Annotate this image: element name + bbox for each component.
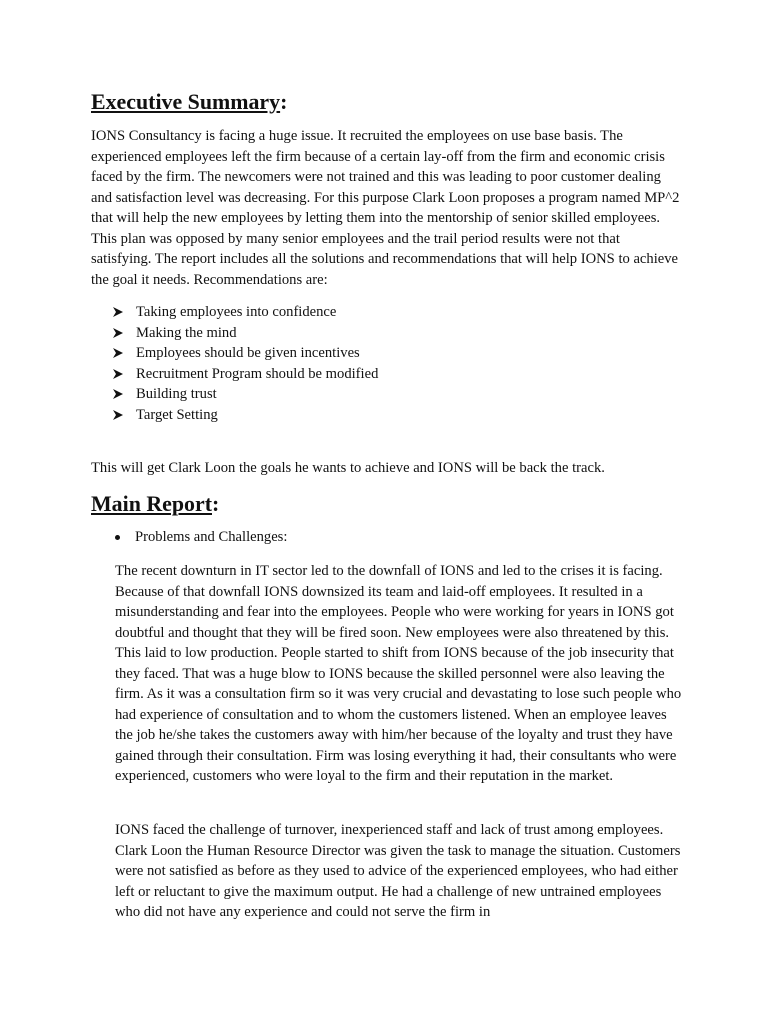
arrow-bullet-icon (112, 409, 124, 421)
main-report-paragraph-1: The recent downturn in IT sector led to the downfall of IONS and led to the crises it is facing. Because of that downfall IONS downsized its team and laid-off employees. It resulted in a misunderstanding and fear into the employees. People who were working for years in IONS got doubtful and thought that they will be fired soon. New employees were also threatened by this. This laid to low production. People started to shift from IONS because of the job insecurity that they faced. That was a huge blow to IONS because the skilled personnel were also leaving the firm. As it was a consultation firm so it was very crucial and devastating to lose such people who had experience of consultation and to whom the customers listened. When an employee leaves the job he/she takes the customers away with him/her because of the loyalty and trust they have gained through their consultation. Firm was losing everything it had, their consultants who were experienced, customers who were loyal to the firm and their reputation in the market. (115, 563, 682, 784)
executive-summary-heading (91, 89, 288, 114)
executive-summary-intro: IONS Consultancy is facing a huge issue. It recruited the employees on use base basis. The experienced employees left the firm because of a certain lay-off from the firm and economic crisis faced by the firm. The newcomers were not trained and this was leading to poor customer dealing and satisfaction level was decreasing. For this purpose Clark Loon proposes a program named MP^2 that will help the new employees by letting them into the mentorship of senior skilled employees. This plan was opposed by many senior employees and the trail period results were not that satisfying. The report includes all the solutions and recommendations that will help IONS to achieve the goal it needs. Recommendations are: (91, 128, 680, 288)
bullet-dot-icon (115, 535, 120, 540)
recommendation-item (112, 384, 378, 405)
recommendation-item (112, 323, 378, 344)
arrow-bullet-icon (112, 368, 124, 380)
recommendations-list (112, 302, 378, 425)
executive-summary-heading-colon: : (280, 89, 288, 114)
arrow-bullet-icon (112, 347, 124, 359)
arrow-bullet-icon (112, 327, 124, 339)
recommendation-text: Employees should be given incentives (136, 345, 360, 361)
recommendation-text: Recruitment Program should be modified (136, 365, 379, 382)
arrow-bullet-icon (112, 306, 124, 318)
recommendation-text: Target Setting (136, 406, 218, 423)
recommendation-text: Building trust (136, 386, 217, 402)
recommendation-item (112, 364, 378, 385)
main-report-heading (91, 491, 220, 516)
problems-section-label: Problems and Challenges: (135, 529, 288, 545)
main-report-paragraph-2: IONS faced the challenge of turnover, inexperienced staff and lack of trust among employees. Clark Loon the Human Resource Director was given the task to manage the situation. Customers were not satisfied as before as they used to advice of the experienced employees, who had either left or reluctant to give the maximum output. He had a challenge of new untrained employees who did not have any experience and could not serve the firm in (115, 822, 681, 920)
recommendation-text: Taking employees into confidence (136, 304, 337, 320)
executive-summary-heading-text: Executive Summary (91, 89, 281, 114)
arrow-bullet-icon (112, 388, 124, 400)
main-report-heading-text: Main Report (91, 491, 212, 516)
recommendation-item (112, 405, 378, 426)
executive-summary-conclusion: This will get Clark Loon the goals he wants to achieve and IONS will be back the track. (91, 460, 605, 476)
recommendation-item (112, 302, 378, 323)
recommendation-text: Making the mind (136, 324, 237, 341)
recommendation-item (112, 343, 378, 364)
main-report-heading-colon: : (212, 491, 220, 516)
